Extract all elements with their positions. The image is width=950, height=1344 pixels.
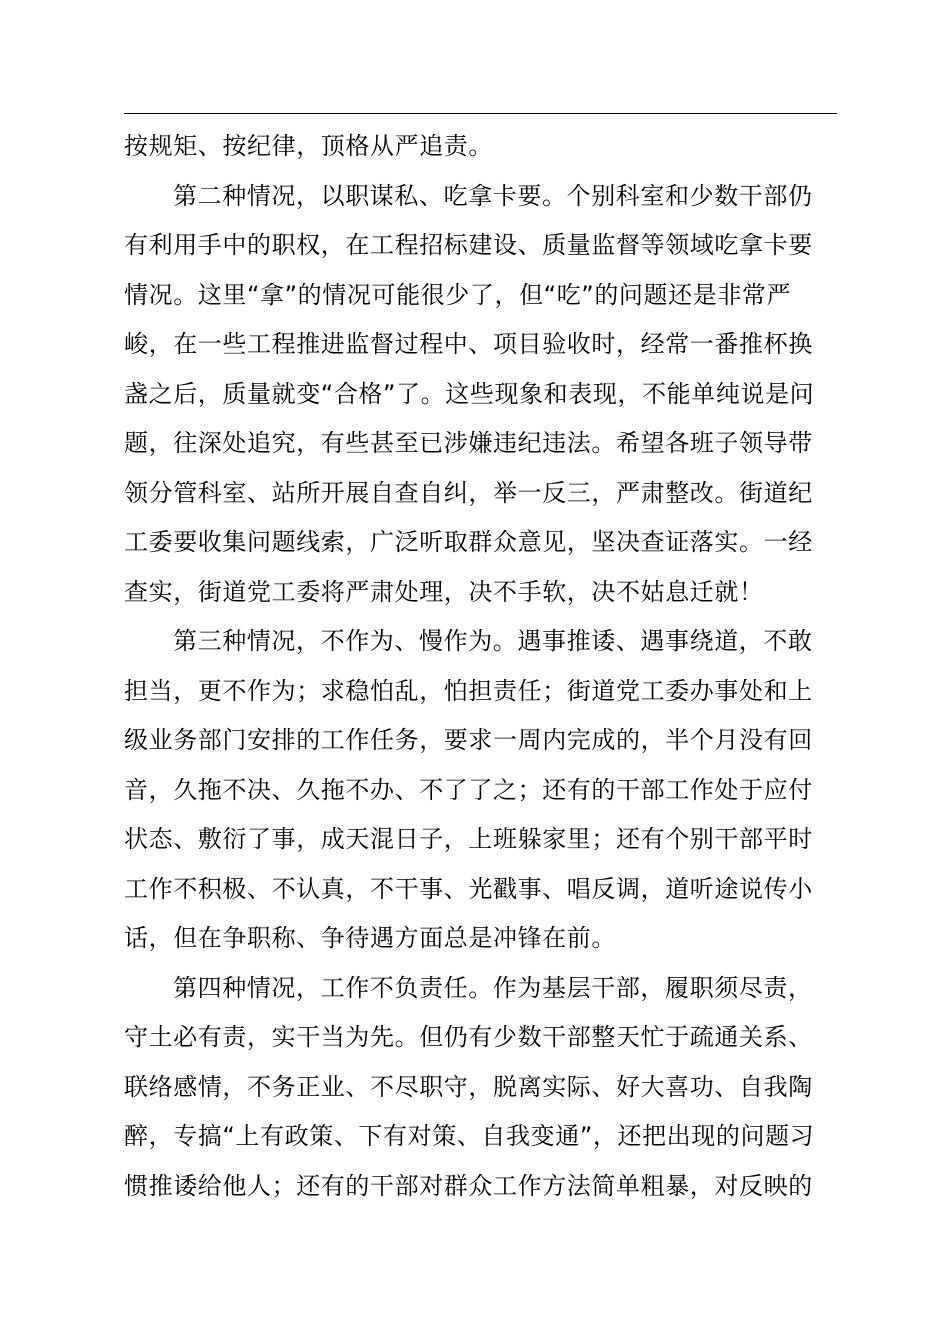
text-line: 工作不积极、不认真，不干事、光戳事、唱反调，道听途说传小 <box>124 874 813 903</box>
paragraph-case-two <box>124 172 838 618</box>
text-line: 第二种情况，以职谋私、吃拿卡要。个别科室和少数干部仍 <box>173 181 813 210</box>
text-line: 峻，在一些工程推进监督过程中、项目验收时，经常一番推杯换 <box>124 330 813 358</box>
body-text <box>124 122 838 1211</box>
text-line: 担当，更不作为；求稳怕乱，怕担责任；街道党工委办事处和上 <box>124 676 813 705</box>
text-line: 第三种情况，不作为、慢作为。遇事推诿、遇事绕道，不敢 <box>173 627 813 655</box>
paragraph-case-three <box>124 617 838 964</box>
text-line: 状态、敷衍了事，成天混日子，上班躲家里；还有个别干部平时 <box>124 825 813 853</box>
text-line: 醉，专搞“上有政策、下有对策、自我变通”，还把出现的问题习 <box>124 1122 815 1150</box>
text-line: 按规矩、按纪律，顶格从严追责。 <box>124 132 493 160</box>
text-line: 有利用手中的职权，在工程招标建设、质量监督等领域吃拿卡要 <box>124 231 813 259</box>
text-line: 级业务部门安排的工作任务，要求一周内完成的，半个月没有回 <box>124 726 813 754</box>
paragraph-continuation <box>124 122 838 172</box>
text-line: 情况。这里“拿”的情况可能很少了，但“吃”的问题还是非常严 <box>124 280 792 309</box>
header-rule <box>124 113 837 114</box>
text-line: 盏之后，质量就变“合格”了。这些现象和表现，不能单纯说是问 <box>124 379 815 408</box>
text-line: 联络感情，不务正业、不尽职守，脱离实际、好大喜功、自我陶 <box>124 1072 813 1101</box>
text-line: 第四种情况，工作不负责任。作为基层干部，履职须尽责， <box>173 973 813 1002</box>
text-line: 题，往深处追究，有些甚至已涉嫌违纪违法。希望各班子领导带 <box>124 429 813 457</box>
text-line: 惯推诿给他人；还有的干部对群众工作方法简单粗暴，对反映的 <box>124 1171 813 1200</box>
text-line: 守土必有责，实干当为先。但仍有少数干部整天忙于疏通关系、 <box>124 1023 813 1051</box>
text-line: 工委要收集问题线索，广泛听取群众意见，坚决查证落实。一经 <box>124 528 813 556</box>
paragraph-case-four <box>124 964 838 1212</box>
text-line: 话，但在争职称、争待遇方面总是冲锋在前。 <box>124 924 616 952</box>
text-line: 领分管科室、站所开展自查自纠，举一反三，严肃整改。街道纪 <box>124 478 813 507</box>
text-line: 查实，街道党工委将严肃处理，决不手软，决不姑息迁就！ <box>124 577 764 606</box>
text-line: 音，久拖不决、久拖不办、不了了之；还有的干部工作处于应付 <box>124 775 813 804</box>
